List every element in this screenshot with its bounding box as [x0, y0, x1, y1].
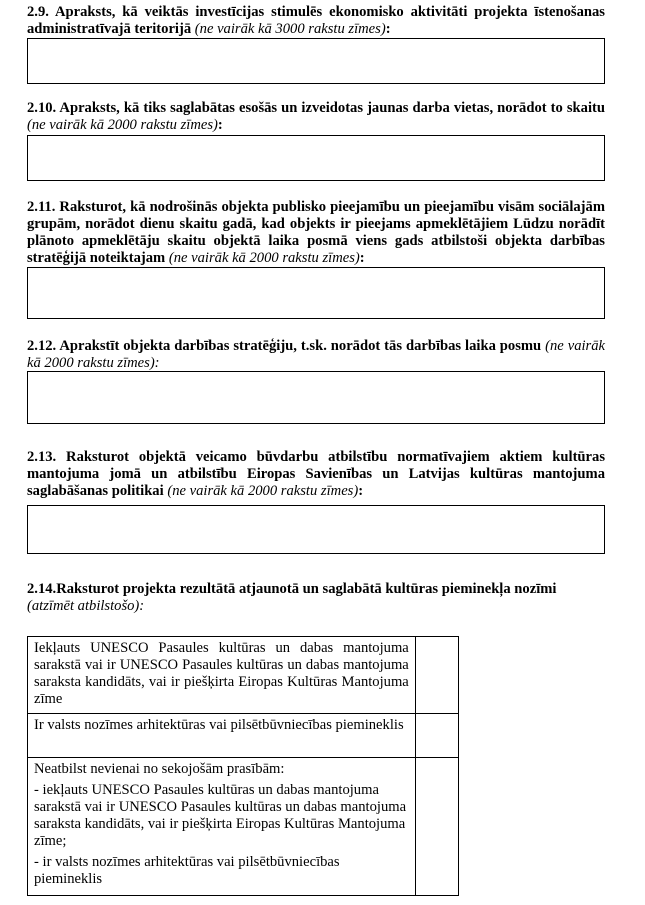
- significance-options-table: [27, 636, 459, 896]
- option-none-checkbox[interactable]: [415, 758, 458, 896]
- question-2-14: 2.14.Raksturot projekta rezultātā atjaunotā un saglabātā kultūras pieminekļa nozīmi (atzīmēt atbilstošo):: [27, 581, 557, 614]
- option-none-label: Neatbilst nevienai no sekojošām prasībām:: [34, 761, 285, 777]
- question-2-12: 2.12. Aprakstīt objekta darbības stratēģiju, t.sk. norādot tās darbības laika posmu (ne vairāk kā 2000 rakstu zīmes):: [27, 338, 605, 371]
- option-none-sub-1: - iekļauts UNESCO Pasaules kultūras un dabas mantojuma sarakstā vai ir UNESCO Pasaules kultūras un dabas mantojuma saraksta kandidāts, vai ir piešķirta Eiropas Kultūras Mantojuma zīme;: [34, 782, 407, 849]
- answer-field-2-9[interactable]: [27, 38, 605, 84]
- option-unesco-label: Iekļauts UNESCO Pasaules kultūras un dabas mantojuma sarakstā vai ir UNESCO Pasaules kultūras un dabas mantojuma saraksta kandidāts, vai ir piešķirta Eiropas Kultūras Mantojuma zīme: [34, 640, 409, 707]
- question-2-13: 2.13. Raksturot objektā veicamo būvdarbu atbilstību normatīvajiem aktiem kultūras mantojuma jomā un atbilstību Eiropas Savienības un Latvijas kultūras mantojuma saglabāšanas politikai (ne vairāk kā 2000 rakstu zīmes):: [27, 449, 605, 499]
- option-national-label: Ir valsts nozīmes arhitektūras vai pilsētbūvniecības piemineklis: [34, 717, 404, 733]
- table-row: [28, 637, 459, 714]
- table-row: [28, 758, 459, 896]
- question-2-10: 2.10. Apraksts, kā tiks saglabātas esošās un izveidotas jaunas darba vietas, norādot to skaitu (ne vairāk kā 2000 rakstu zīmes):: [27, 100, 605, 133]
- answer-field-2-13[interactable]: [27, 505, 605, 554]
- option-unesco-checkbox[interactable]: [415, 637, 458, 714]
- answer-field-2-11[interactable]: [27, 267, 605, 319]
- question-2-11: 2.11. Raksturot, kā nodrošinās objekta publisko pieejamību un pieejamību visām sociālajām grupām, norādot dienu skaitu gadā, kad objekts ir pieejams apmeklētājiem Lūdzu norādīt plānoto apmeklētāju skaitu objektā laika posmā viens gads atbilstoši objekta darbības stratēģijā noteiktajam (ne vairāk kā 2000 rakstu zīmes):: [27, 199, 605, 266]
- option-national-checkbox[interactable]: [415, 714, 458, 758]
- option-none-sub-2: - ir valsts nozīmes arhitektūras vai pilsētbūvniecības piemineklis: [34, 854, 340, 887]
- answer-field-2-12[interactable]: [27, 371, 605, 424]
- answer-field-2-10[interactable]: [27, 135, 605, 181]
- table-row: [28, 714, 459, 758]
- question-2-9: 2.9. Apraksts, kā veiktās investīcijas stimulēs ekonomisko aktivitāti projekta īstenošanas administratīvajā teritorijā (ne vairāk kā 3000 rakstu zīmes):: [27, 4, 605, 37]
